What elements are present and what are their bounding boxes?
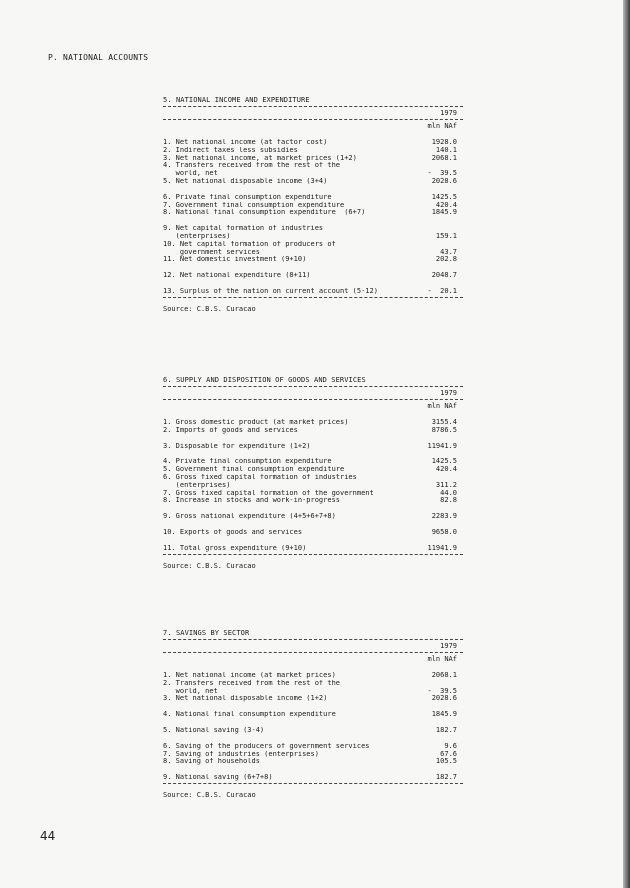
table-row xyxy=(163,711,463,719)
row-value: 2068.1 xyxy=(431,153,457,162)
row-label: 8. Increase in stocks and work-in-progress xyxy=(163,497,341,505)
row-label: 6. Private final consumption expenditure xyxy=(163,193,332,201)
table-supply-disposition xyxy=(163,375,463,571)
row-label: 5. National saving (3-4) xyxy=(163,726,265,734)
row-value: 2283.9 xyxy=(431,512,457,521)
table-savings-by-sector xyxy=(163,628,463,800)
spacer xyxy=(163,521,463,529)
row-value: 1928.0 xyxy=(431,138,457,146)
row-label: 6. Saving of the producers of government services xyxy=(163,742,370,750)
divider xyxy=(163,639,463,640)
divider xyxy=(163,386,463,387)
row-value: 8786.5 xyxy=(431,425,457,434)
row-value: 420.4 xyxy=(435,200,457,209)
table-row xyxy=(163,419,463,427)
table-row xyxy=(163,202,463,210)
column-unit: mln NAf xyxy=(427,122,457,130)
row-label: 3. Net national income, at market prices (1+2) xyxy=(163,154,357,162)
spacer xyxy=(163,217,463,225)
table-row xyxy=(163,256,463,264)
row-label: 10. Exports of goods and services xyxy=(163,528,303,536)
row-label: 5. Government final consumption expenditure xyxy=(163,466,345,474)
spacer xyxy=(163,435,463,443)
divider xyxy=(163,554,463,555)
table-row xyxy=(163,458,463,466)
row-value: 182.7 xyxy=(435,773,457,782)
row-value: 11941.9 xyxy=(427,441,457,450)
divider xyxy=(163,652,463,653)
column-unit: mln NAf xyxy=(427,655,457,663)
table-row xyxy=(163,751,463,759)
row-value: - 20.1 xyxy=(427,286,457,295)
row-label: 1. Net national income (at market prices) xyxy=(163,672,336,679)
row-label: 8. National final consumption expenditure (6+7) xyxy=(163,209,366,217)
row-label: 10. Net capital formation of producers of xyxy=(163,240,336,248)
spacer xyxy=(163,664,463,672)
spacer xyxy=(163,537,463,545)
section-header: P. NATIONAL ACCOUNTS xyxy=(48,53,149,62)
row-label: 3. Net national disposable income (1+2) xyxy=(163,695,328,703)
table-row xyxy=(163,249,463,257)
row-label: 4. Transfers received from the rest of the xyxy=(163,162,341,170)
table-row xyxy=(163,513,463,521)
row-value: 140.1 xyxy=(435,145,457,154)
table-title: 5. NATIONAL INCOME AND EXPENDITURE xyxy=(163,96,310,104)
row-value: 2028.6 xyxy=(431,694,457,703)
row-value: 82.8 xyxy=(440,496,457,505)
table-row xyxy=(163,680,463,688)
row-value: 311.2 xyxy=(435,480,457,489)
row-label: 2. Imports of goods and services xyxy=(163,426,298,434)
table-row xyxy=(163,443,463,451)
spacer xyxy=(163,766,463,774)
row-value: 44.0 xyxy=(440,488,457,497)
row-label: 9. Gross national expenditure (4+5+6+7+8) xyxy=(163,513,336,521)
table-row xyxy=(163,225,463,233)
row-value: 2068.1 xyxy=(431,671,457,679)
table-row xyxy=(163,688,463,696)
table-row xyxy=(163,482,463,490)
table-row xyxy=(163,288,463,296)
page-number: 44 xyxy=(40,829,56,843)
row-label: government services xyxy=(163,248,260,256)
row-value: 3155.4 xyxy=(431,418,457,426)
table-row xyxy=(163,178,463,186)
row-label: 2. Transfers received from the rest of the xyxy=(163,679,341,687)
table-row xyxy=(163,758,463,766)
table-row xyxy=(163,427,463,435)
row-value: 202.8 xyxy=(435,255,457,264)
source-note: Source: C.B.S. Curacao xyxy=(163,561,256,570)
table-row xyxy=(163,272,463,280)
table-row xyxy=(163,466,463,474)
table-row xyxy=(163,233,463,241)
table-row xyxy=(163,529,463,537)
table-row xyxy=(163,241,463,249)
spacer xyxy=(163,703,463,711)
row-value: 9.6 xyxy=(444,741,457,750)
source-note: Source: C.B.S. Curacao xyxy=(163,304,256,313)
row-value: 105.5 xyxy=(435,757,457,766)
table-row xyxy=(163,147,463,155)
table-row xyxy=(163,727,463,735)
row-label: 1. Gross domestic product (at market prices) xyxy=(163,419,349,426)
row-value: 159.1 xyxy=(435,231,457,240)
row-label: 7. Gross fixed capital formation of the government xyxy=(163,489,374,497)
row-value: 420.4 xyxy=(435,465,457,474)
row-label: 11. Net domestic investment (9+10) xyxy=(163,256,307,264)
column-year: 1979 xyxy=(440,642,457,650)
row-label: 4. Private final consumption expenditure xyxy=(163,458,332,466)
row-value: 182.7 xyxy=(435,725,457,734)
table-row xyxy=(163,155,463,163)
column-year: 1979 xyxy=(440,389,457,397)
row-label: (enterprises) xyxy=(163,481,231,489)
spacer xyxy=(163,131,463,139)
divider xyxy=(163,106,463,107)
row-value: 1845.9 xyxy=(431,208,457,217)
page-edge-shadow xyxy=(623,0,630,888)
row-value: 43.7 xyxy=(440,247,457,256)
row-value: 67.6 xyxy=(440,749,457,758)
column-year: 1979 xyxy=(440,109,457,117)
row-value: - 39.5 xyxy=(427,169,457,178)
table-row xyxy=(163,672,463,680)
row-label: 8. Saving of households xyxy=(163,758,260,766)
table-title: 7. SAVINGS BY SECTOR xyxy=(163,629,250,637)
row-label: 11. Total gross expenditure (9+10) xyxy=(163,544,307,552)
table-title: 6. SUPPLY AND DISPOSITION OF GOODS AND SERVICES xyxy=(163,376,366,384)
spacer xyxy=(163,264,463,272)
table-national-income xyxy=(163,95,463,314)
spacer xyxy=(163,411,463,419)
row-value: 2028.6 xyxy=(431,176,457,185)
row-label: 5. Net national disposable income (3+4) xyxy=(163,177,328,185)
table-row xyxy=(163,162,463,170)
row-label: 7. Saving of industries (enterprises) xyxy=(163,750,319,758)
row-label: 4. National final consumption expenditure xyxy=(163,711,336,719)
table-row xyxy=(163,170,463,178)
spacer xyxy=(163,186,463,194)
row-label: 9. National saving (6+7+8) xyxy=(163,774,273,782)
row-value: 1425.5 xyxy=(431,457,457,466)
divider xyxy=(163,399,463,400)
row-label: world, net xyxy=(163,687,218,695)
row-label: 13. Surplus of the nation on current account (5-12) xyxy=(163,287,378,295)
row-label: 3. Disposable for expenditure (1+2) xyxy=(163,442,311,450)
row-label: 2. Indirect taxes less subsidies xyxy=(163,146,298,154)
table-row xyxy=(163,194,463,202)
row-value: 11941.9 xyxy=(427,543,457,552)
row-label: world, net xyxy=(163,170,218,178)
row-value: 1425.5 xyxy=(431,192,457,201)
row-value: 1845.9 xyxy=(431,710,457,719)
table-row xyxy=(163,490,463,498)
row-value: 9658.0 xyxy=(431,527,457,536)
spacer xyxy=(163,735,463,743)
table-row xyxy=(163,497,463,505)
divider xyxy=(163,119,463,120)
row-label: 7. Government final consumption expenditure xyxy=(163,201,345,209)
divider xyxy=(163,297,463,298)
row-label: 6. Gross fixed capital formation of industries xyxy=(163,473,357,481)
spacer xyxy=(163,505,463,513)
spacer xyxy=(163,450,463,458)
source-note: Source: C.B.S. Curacao xyxy=(163,790,256,799)
table-row xyxy=(163,209,463,217)
row-value: - 39.5 xyxy=(427,686,457,695)
table-row xyxy=(163,774,463,782)
row-label: 1. Net national income (at factor cost) xyxy=(163,139,328,146)
table-row xyxy=(163,743,463,751)
row-label: 9. Net capital formation of industries xyxy=(163,225,324,233)
row-label: (enterprises) xyxy=(163,232,231,240)
divider xyxy=(163,783,463,784)
table-row xyxy=(163,695,463,703)
spacer xyxy=(163,719,463,727)
column-unit: mln NAf xyxy=(427,402,457,410)
table-row xyxy=(163,139,463,147)
spacer xyxy=(163,280,463,288)
table-row xyxy=(163,545,463,553)
table-row xyxy=(163,474,463,482)
row-label: 12. Net national expenditure (8+11) xyxy=(163,272,311,280)
row-value: 2048.7 xyxy=(431,271,457,280)
